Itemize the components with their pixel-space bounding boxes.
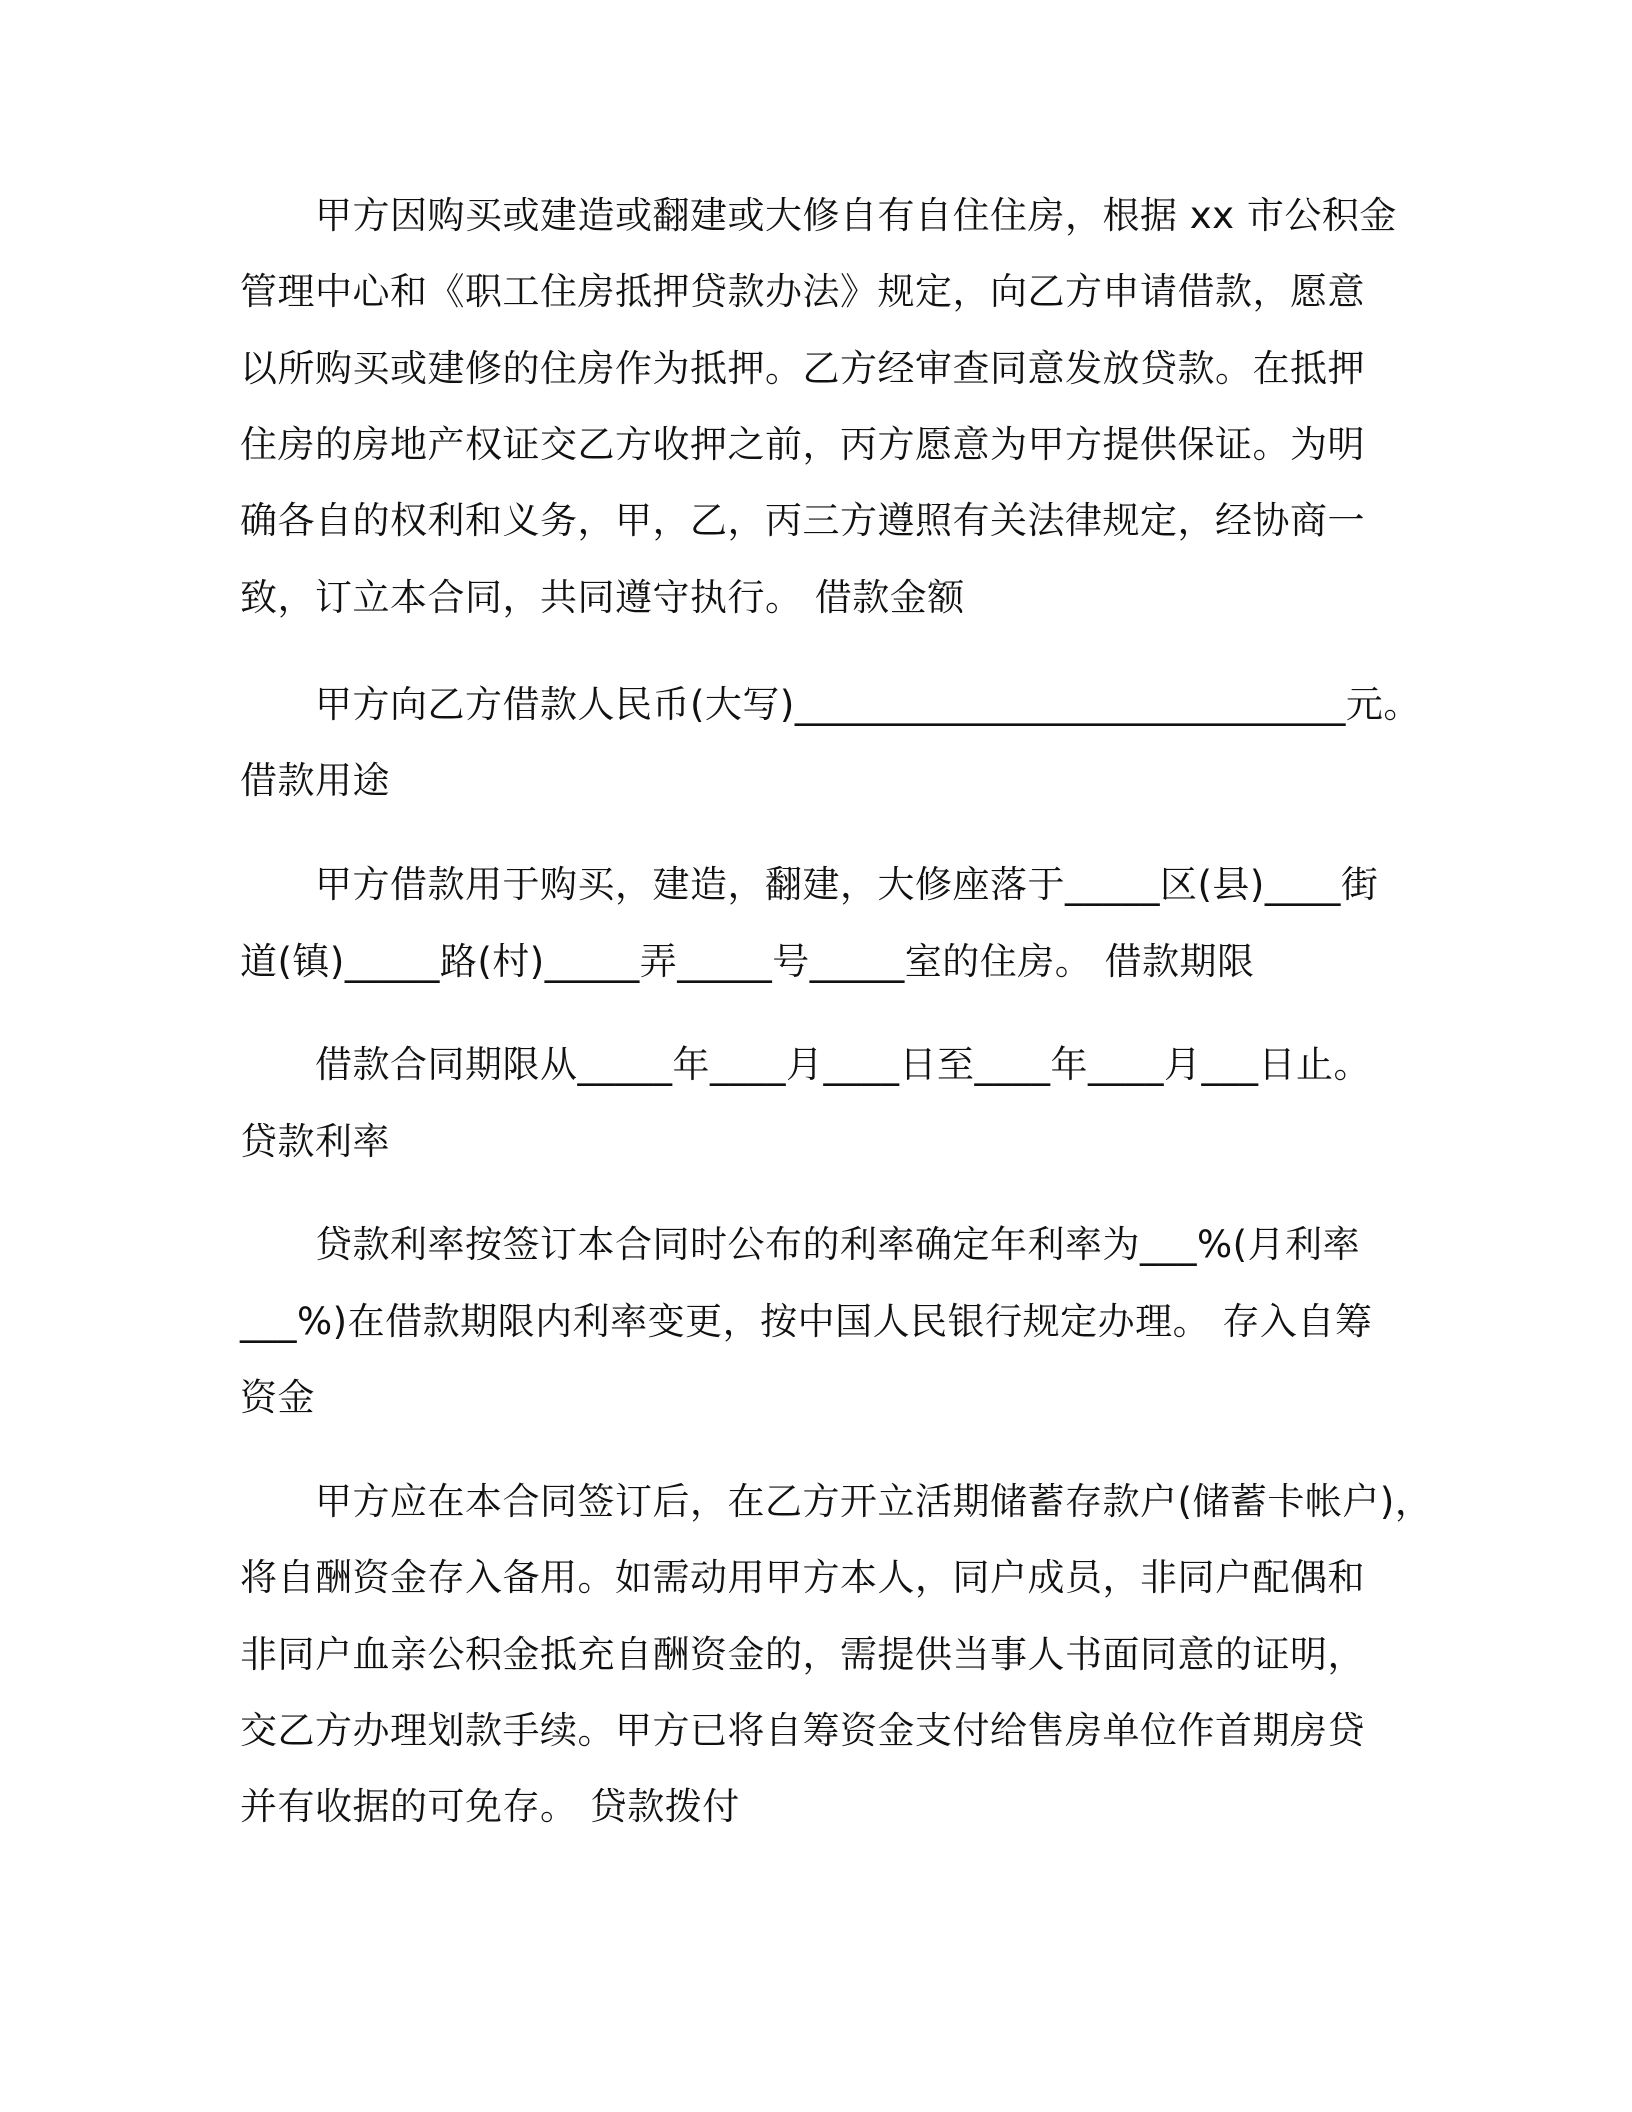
section-heading: 贷款利率 <box>240 1120 390 1163</box>
paragraph-line: ___%)在借款期限内利率变更，按中国人民银行规定办理。 存入自筹 <box>240 1300 1373 1343</box>
paragraph-line: 甲方借款用于购买，建造，翻建，大修座落于_____区(县)____街 <box>315 863 1379 906</box>
paragraph-line: 贷款利率按签订本合同时公布的利率确定年利率为___%(月利率 <box>315 1223 1361 1266</box>
section-heading: 资金 <box>240 1376 315 1419</box>
paragraph-line: 管理中心和《职工住房抵押贷款办法》规定，向乙方申请借款，愿意 <box>240 270 1365 313</box>
paragraph-line: 甲方因购买或建造或翻建或大修自有自住住房，根据 xx 市公积金 <box>315 194 1397 237</box>
paragraph-line: 交乙方办理划款手续。甲方已将自筹资金支付给售房单位作首期房贷 <box>240 1709 1365 1752</box>
paragraph-line: 借款合同期限从_____年____月____日至____年____月___日止。 <box>315 1043 1371 1086</box>
paragraph-line: 确各自的权利和义务，甲，乙，丙三方遵照有关法律规定，经协商一 <box>240 499 1365 542</box>
paragraph-line: 将自酬资金存入备用。如需动用甲方本人，同户成员，非同户配偶和 <box>240 1556 1365 1599</box>
paragraph-line: 甲方应在本合同签订后，在乙方开立活期储蓄存款户(储蓄卡帐户)， <box>315 1480 1433 1523</box>
section-heading: 借款用途 <box>240 759 390 802</box>
paragraph-line: 并有收据的可免存。 贷款拨付 <box>240 1785 740 1828</box>
paragraph-line: 住房的房地产权证交乙方收押之前，丙方愿意为甲方提供保证。为明 <box>240 423 1365 466</box>
paragraph-line: 甲方向乙方借款人民币(大写)_____________________________元。 <box>315 683 1421 726</box>
paragraph-line: 道(镇)_____路(村)_____弄_____号_____室的住房。 借款期限 <box>240 940 1255 983</box>
paragraph-line: 以所购买或建修的住房作为抵押。乙方经审查同意发放贷款。在抵押 <box>240 347 1365 390</box>
paragraph-line: 非同户血亲公积金抵充自酬资金的，需提供当事人书面同意的证明， <box>240 1633 1365 1676</box>
paragraph-line: 致，订立本合同，共同遵守执行。 借款金额 <box>240 576 965 619</box>
